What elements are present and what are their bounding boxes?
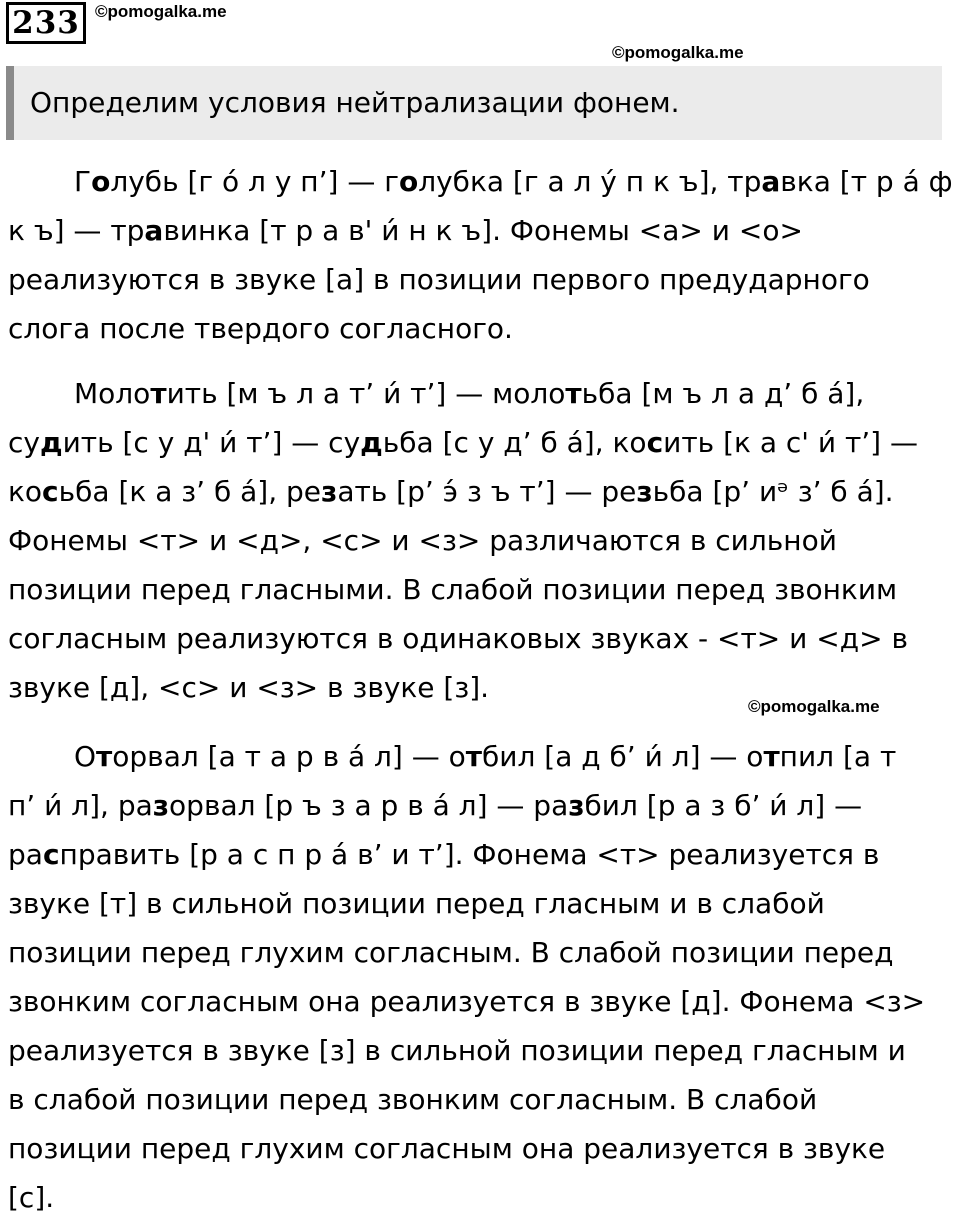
text-line	[8, 565, 954, 614]
text-run: Г	[74, 165, 92, 198]
emphasized-letter: а	[761, 165, 781, 198]
text-run: О	[74, 740, 97, 773]
text-line	[8, 1173, 954, 1222]
text-line	[8, 157, 954, 206]
paragraph-2	[8, 369, 954, 712]
text-run: звуке [т] в сильной позиции перед гласным и в слабой	[8, 887, 825, 920]
text-run: ьба [м ъ л а д’ б а́],	[581, 377, 865, 410]
emphasized-letter: з	[636, 475, 653, 508]
emphasized-letter: а	[144, 214, 164, 247]
text-line	[8, 255, 954, 304]
text-line	[8, 830, 954, 879]
text-line	[8, 418, 954, 467]
task-number-box	[6, 2, 86, 44]
text-run: вка [т р а́ ф	[780, 165, 953, 198]
emphasized-letter: с	[42, 838, 60, 871]
text-run: звонким согласным она реализуется в звуке [д]. Фонема <з>	[8, 985, 926, 1018]
text-run: ко	[8, 475, 43, 508]
text-run: звуке [д], <с> и <з> в звуке [з].	[8, 671, 490, 704]
text-line	[8, 928, 954, 977]
text-run: позиции перед глухим согласным она реализуется в звуке	[8, 1132, 886, 1165]
text-run: ьба [р’ иᵊ з’ б а́].	[652, 475, 894, 508]
emphasized-letter: т	[565, 377, 582, 410]
emphasized-letter: з	[152, 789, 170, 822]
text-line	[8, 304, 954, 353]
watermark: ©pomogalka.me	[95, 2, 227, 21]
emphasized-letter: з	[321, 475, 338, 508]
text-run: реализуются в звуке [а] в позиции первого предударного	[8, 263, 870, 296]
text-line	[8, 369, 954, 418]
emphasized-letter: о	[91, 165, 111, 198]
text-run: реализуется в звуке [з] в сильной позиции перед гласным и	[8, 1034, 906, 1067]
watermark: ©pomogalka.me	[612, 43, 744, 62]
text-run: Моло	[74, 377, 151, 410]
text-run: орвал [р ъ з а р в а́ л] — ра	[169, 789, 569, 822]
text-run: ьба [к а з’ б а́], ре	[58, 475, 322, 508]
text-line	[8, 1124, 954, 1173]
header-banner	[6, 66, 942, 140]
text-run: ать [р’ э́ з ъ т’] — ре	[337, 475, 637, 508]
text-run: согласным реализуются в одинаковых звуках - <т> и <д> в	[8, 622, 908, 655]
text-run: п’ и́ л], ра	[8, 789, 153, 822]
emphasized-letter: с	[646, 426, 664, 459]
text-run: позиции перед глухим согласным. В слабой позиции перед	[8, 936, 894, 969]
text-line	[8, 1075, 954, 1124]
header-title: Определим условия нейтрализации фонем.	[30, 86, 680, 119]
text-line	[8, 206, 954, 255]
text-run: слога после твердого согласного.	[8, 312, 513, 345]
emphasized-letter: т	[763, 740, 780, 773]
text-run: ить [к а с' и́ т’] —	[663, 426, 919, 459]
text-run: су	[8, 426, 40, 459]
text-run: бил [р а з б’ и́ л] —	[584, 789, 863, 822]
text-run: винка [т р а в' и́ н к ъ]. Фонемы <а> и <о>	[163, 214, 803, 247]
text-line	[8, 516, 954, 565]
text-run: [с].	[8, 1181, 55, 1214]
text-run: лубка [г а л у́ п к ъ], тр	[418, 165, 762, 198]
task-number: 233	[12, 5, 80, 41]
text-run: править [р а с п р а́ в’ и т’]. Фонема <т> реализуется в	[59, 838, 880, 871]
emphasized-letter: т	[96, 740, 113, 773]
paragraph-1	[8, 157, 954, 353]
text-line	[8, 614, 954, 663]
text-run: к ъ] — тр	[8, 214, 145, 247]
emphasized-letter: т	[465, 740, 483, 773]
text-line	[8, 732, 954, 781]
text-run: в слабой позиции перед звонким согласным. В слабой	[8, 1083, 818, 1116]
watermark: ©pomogalka.me	[748, 697, 880, 716]
text-run: ра	[8, 838, 43, 871]
text-line	[8, 879, 954, 928]
text-run: ьба [с у д’ б а́], ко	[382, 426, 647, 459]
text-run: пил [а т	[779, 740, 897, 773]
text-line	[8, 1026, 954, 1075]
emphasized-letter: д	[360, 426, 383, 459]
text-line	[8, 663, 954, 712]
emphasized-letter: с	[42, 475, 59, 508]
emphasized-letter: з	[568, 789, 585, 822]
text-run: ить [м ъ л а т’ и́ т’] — моло	[166, 377, 566, 410]
paragraph-3	[8, 732, 954, 1222]
text-line	[8, 977, 954, 1026]
emphasized-letter: т	[150, 377, 167, 410]
emphasized-letter: о	[398, 165, 419, 198]
text-run: ить [с у д' и́ т’] — су	[62, 426, 361, 459]
text-run: Фонемы <т> и <д>, <с> и <з> различаются в сильной	[8, 524, 837, 557]
emphasized-letter: д	[39, 426, 63, 459]
text-run: лубь [г о́ л у п’] — г	[110, 165, 399, 198]
text-run: орвал [а т а р в а́ л] — о	[112, 740, 466, 773]
text-run: позиции перед гласными. В слабой позиции перед звонким	[8, 573, 898, 606]
text-run: бил [а д б’ и́ л] — о	[482, 740, 764, 773]
text-line	[8, 781, 954, 830]
text-line	[8, 467, 954, 516]
